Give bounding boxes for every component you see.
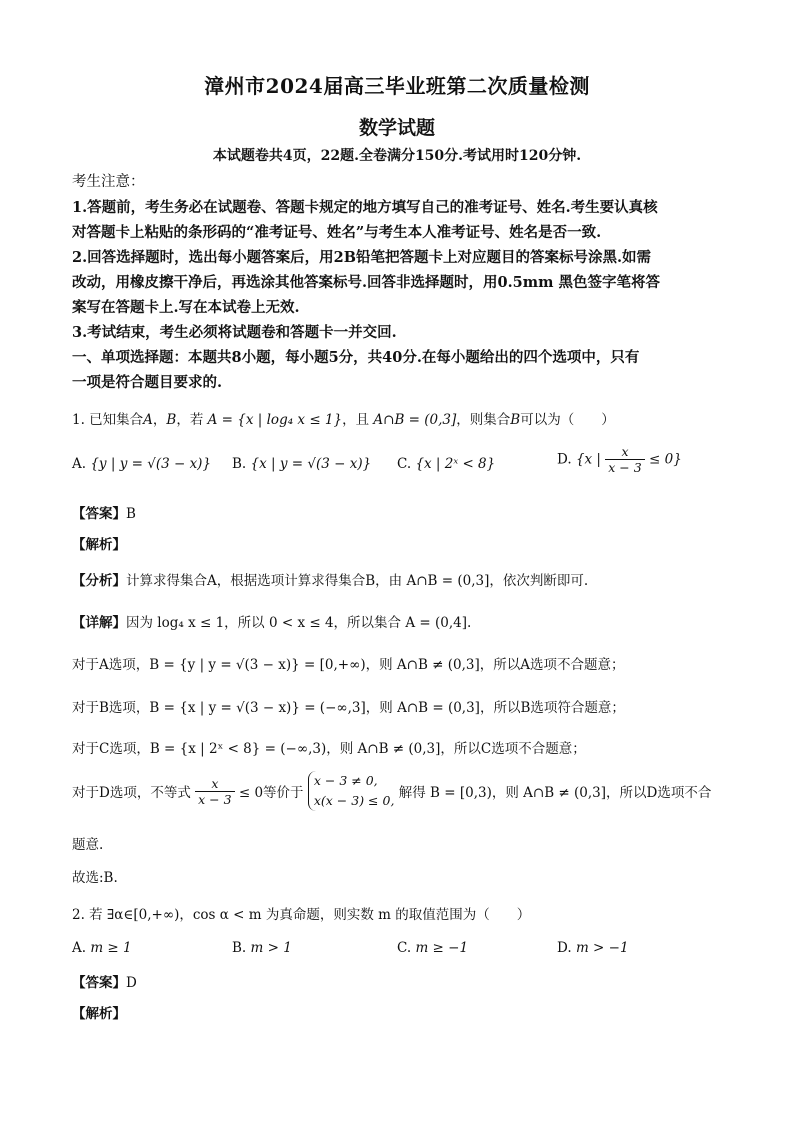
notice-block	[72, 170, 732, 395]
q1-answer: 【答案】B	[72, 506, 136, 522]
q1-solution-d-fraction: $\frac{x}{x - 3}$	[195, 776, 234, 807]
exam-title: 漳州市2024届高三毕业班第二次质量检测	[204, 74, 590, 98]
q2-answer: 【答案】D	[72, 975, 137, 991]
notice-heading: 考生注意：	[72, 174, 145, 190]
q2-option-b: B. m > 1	[232, 940, 292, 956]
notice-item-2c: 案写在答题卡上.写在本试卷上无效.	[72, 299, 300, 316]
q1-option-b: B. {x | y = √(3 − x)}	[232, 456, 372, 472]
notice-item-3: 3.考试结束，考生必须将试题卷和答题卡一并交回.	[72, 324, 397, 341]
notice-item-1a: 1.答题前，考生务必在试题卷、答题卡规定的地方填写自己的准考证号、姓名.考生要认真核	[72, 199, 658, 216]
q1-fenxi: 【分析】计算求得集合A，根据选项计算求得集合B，由 A∩B = (0,3]，依次判断即可.	[72, 573, 589, 589]
q1-solution-d-system: x − 3 ≠ 0, x(x − 3) ≤ 0,	[308, 771, 395, 811]
notice-item-1b: 对答题卡上粘贴的条形码的“准考证号、姓名”与考生本人准考证号、姓名是否一致.	[72, 224, 602, 241]
q1-solution-a: 对于A选项，B = {y | y = √(3 − x)} = [0,+∞)，则 A∩B ≠ (0,3]，所以A选项不合题意；	[72, 657, 625, 673]
notice-item-2a: 2.回答选择题时，选出每小题答案后，用2B铅笔把答题卡上对应题目的答案标号涂黑.如需	[72, 249, 652, 266]
q1-solution-d-cont: 题意.	[72, 837, 104, 853]
exam-info: 本试题卷共4页，22题.全卷满分150分.考试用时120分钟.	[212, 148, 582, 164]
q1-detail: 【详解】因为 log₄ x ≤ 1，所以 0 < x ≤ 4，所以集合 A = (0,4].	[72, 615, 472, 631]
q1-solution-b: 对于B选项，B = {x | y = √(3 − x)} = (−∞,3]，则 A∩B = (0,3]，所以B选项符合题意；	[72, 700, 625, 716]
q1-condition-1: A = {x | log₄ x ≤ 1}	[207, 412, 343, 428]
notice-item-2b: 改动，用橡皮擦干净后，再选涂其他答案标号.回答非选择题时，用0.5mm 黑色签字笔将答	[72, 274, 661, 291]
q1-solution-d: 对于D选项，不等式 $\frac{x}{x - 3}$ ≤ 0等价于 x − 3 ≠ 0, x(x − 3) ≤ 0, 解得 B = [0,3)，则 A∩B ≠ (0,3]，所以D选项不合	[72, 771, 711, 811]
q1-option-d: D. {x | $\frac{x}{x - 3}$ ≤ 0}	[557, 444, 682, 475]
q1-stem: 1. 已知集合A，B，若 A = {x | log₄ x ≤ 1}，且 A∩B = (0,3]，则集合B可以为（ ）	[72, 412, 615, 428]
q2-option-a: A. m ≥ 1	[72, 940, 132, 956]
q2-analysis-tag: 【解析】	[72, 1006, 126, 1022]
q1-option-c: C. {x | 2ˣ < 8}	[397, 456, 496, 472]
section1-line2: 一项是符合题目要求的.	[72, 374, 223, 391]
q1-option-a: A. {y | y = √(3 − x)}	[72, 456, 212, 472]
q1-solution-c: 对于C选项，B = {x | 2ˣ < 8} = (−∞,3)，则 A∩B ≠ (0,3]，所以C选项不合题意；	[72, 741, 586, 757]
q2-option-d: D. m > −1	[557, 940, 629, 956]
q1-option-d-fraction: $\frac{x}{x - 3}$	[605, 444, 644, 475]
q1-analysis-tag: 【解析】	[72, 537, 126, 553]
section1-line1: 一、单项选择题：本题共8小题，每小题5分，共40分.在每小题给出的四个选项中，只有	[72, 349, 640, 366]
exam-subtitle: 数学试题	[358, 117, 435, 139]
q2-option-c: C. m ≥ −1	[397, 940, 469, 956]
q1-conclusion: 故选:B.	[72, 870, 118, 886]
q1-condition-2: A∩B = (0,3]	[373, 412, 457, 428]
q2-stem: 2. 若 ∃α∈[0,+∞)，cos α < m 为真命题，则实数 m 的取值范围为（ ）	[72, 907, 531, 923]
